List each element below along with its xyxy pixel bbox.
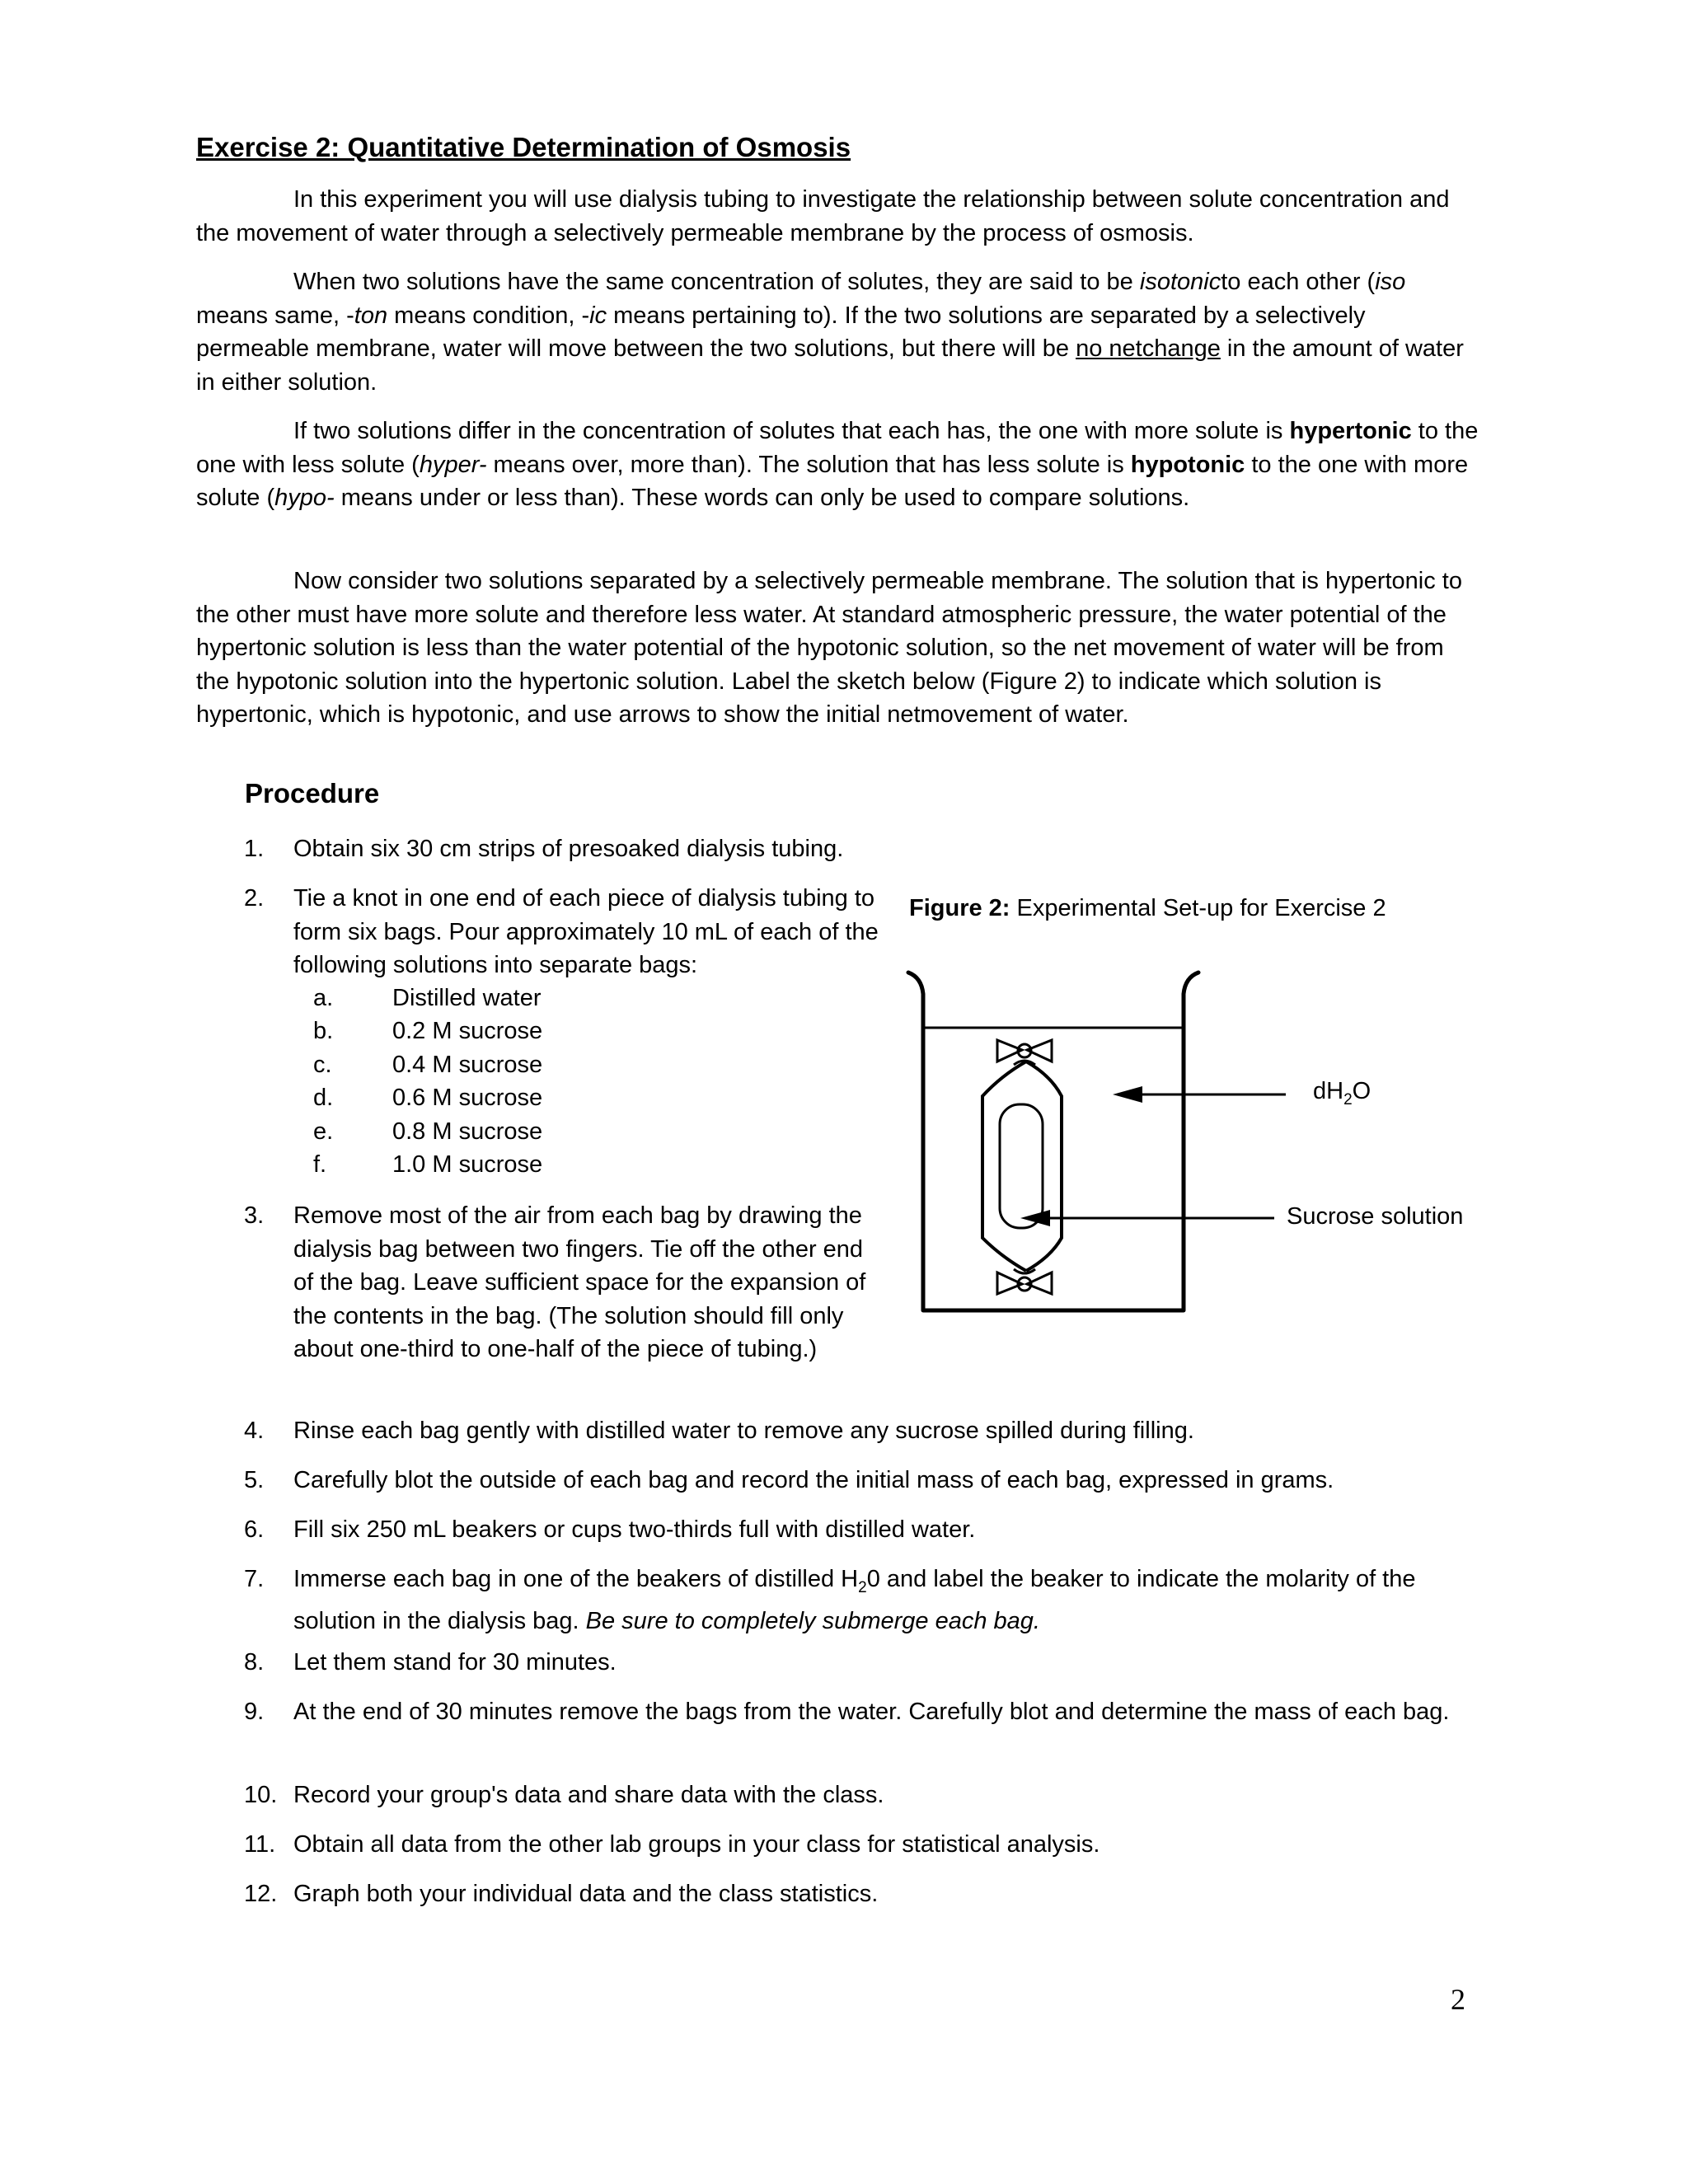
isotonic-paragraph: When two solutions have the same concentration of solutes, they are said to be isotonicto each other (iso means same, -ton means condition, -ic means pertaining to). If the two solutions are separated by a selectively permeable membrane, water will move between the two solutions, but there will be no netchange in the amount of water in either solution. <box>196 269 1464 396</box>
tonicity-paragraph: If two solutions differ in the concentration of solutes that each has, the one with more solute is hypertonic to the one with less solute (hyper- means over, more than). The solution that has less solute is hypotonic to the one with more solute (hypo- means under or less than). These words can only be used to compare solutions. <box>196 418 1479 511</box>
procedure-heading: Procedure <box>245 778 380 808</box>
figure-caption: Figure 2: Experimental Set-up for Exercise 2 <box>909 895 1386 921</box>
intro-paragraph: In this experiment you will use dialysis tubing to investigate the relationship between solute concentration and the movement of water through a selectively permeable membrane by the process of osmosis. <box>196 186 1450 246</box>
top-knot <box>997 1040 1052 1065</box>
sucrose-label: Sucrose solution <box>1287 1203 1464 1230</box>
figure-2-diagram <box>898 964 1492 1327</box>
page-number: 2 <box>1451 1983 1465 2016</box>
document-page: Exercise 2: Quantitative Determination of Osmosis In this experiment you will use dialysis tubing to investigate the relationship between solute concentration and the movement of water through a selectively permeable membrane by the process of osmosis. When two solutions have the same concentration of solutes, they are said to be isotonicto each other (iso means same, -ton means condition, -ic means pertaining to). If the two solutions are separated by a selectively permeable membrane, water will move between the two solutions, but there will be no netchange in the amount of water in either solution. If two solutions differ in the concentration of solutes that each has, the one with more solute is hypertonic to the one with less solute (hyper- means over, more than). The solution that has less solute is hypotonic to the one with more solute (hypo- means under or less than). These words can only be used to compare solutions. Now consider two solutions separated by a selectively permeable membrane. The solution that is hypertonic to the other must have more solute and therefore less water. At standard atmospheric pressure, the water potential of the hypertonic solution is less than the water potential of the hypotonic solution, so the net movement of water will be from the hypotonic solution into the hypertonic solution. Label the sketch below (Figure 2) to indicate which solution is hypertonic, which is hypotonic, and use arrows to show the initial netmovement of water. Procedure 1. Obtain six 30 cm strips of presoaked dialysis tubing. 2. Tie a knot in one end of each piece of dialysis tubing to form six bags. Pour approximately 10 mL of each of the following solutions into separate bags: a. Distilled water b. 0.2 M sucrose c. 0.4 M sucrose d. 0.6 M sucrose e. 0.8 M sucrose f. 1.0 M sucrose 3. Remove most of the air from each bag by drawing the dialysis bag between two fingers. Tie off the other end of the bag. Leave sufficient space for the expansion of the contents in the bag. (The solution should fill only about one-third to one-half of the piece of tubing.) 4. Rinse each bag gently with distilled water to remove any sucrose spilled during filling. 5. Carefully blot the outside of each bag and record the initial mass of each bag, expressed in grams. 6. Fill six 250 mL beakers or cups two-thirds full with distilled water. 7. Immerse each bag in one of the beakers of distilled $H_20$ and label the beaker to indicate the molarity of the solution in the dialysis bag. Be sure to completely submerge each bag. 8. Let them stand for 30 minutes. 9. At the end of 30 minutes remove the bags from the water. Carefully blot and determine the mass of each bag. 10. Record your group's data and share data with the class. 11. Obtain all data from the other lab groups in your class for statistical analysis. 12. Graph both your individual data and the class statistics. Figure 2: Experimental Set-up for Exercise 2 $dH_2O$ Sucrose solution 2 <box>0 0 1688 2184</box>
bottom-knot <box>997 1269 1052 1294</box>
beaker-setup-illustration <box>898 964 1492 1327</box>
dialysis-bag <box>982 1062 1062 1271</box>
page-title: Exercise 2: Quantitative Determination of Osmosis <box>196 132 851 162</box>
water-label: $dH_2O$ <box>1313 1078 1372 1108</box>
water-arrow <box>1113 1086 1286 1103</box>
membrane-paragraph: Now consider two solutions separated by a selectively permeable membrane. The solution that is hypertonic to the other must have more solute and therefore less water. At standard atmospheric pressure, the water potential of the hypertonic solution is less than the water potential of the hypotonic solution, so the net movement of water will be from the hypotonic solution into the hypertonic solution. Label the sketch below (Figure 2) to indicate which solution is hypertonic, which is hypotonic, and use arrows to show the initial netmovement of water. <box>196 568 1462 728</box>
sucrose-arrow <box>1020 1210 1274 1226</box>
beaker <box>908 972 1198 1310</box>
